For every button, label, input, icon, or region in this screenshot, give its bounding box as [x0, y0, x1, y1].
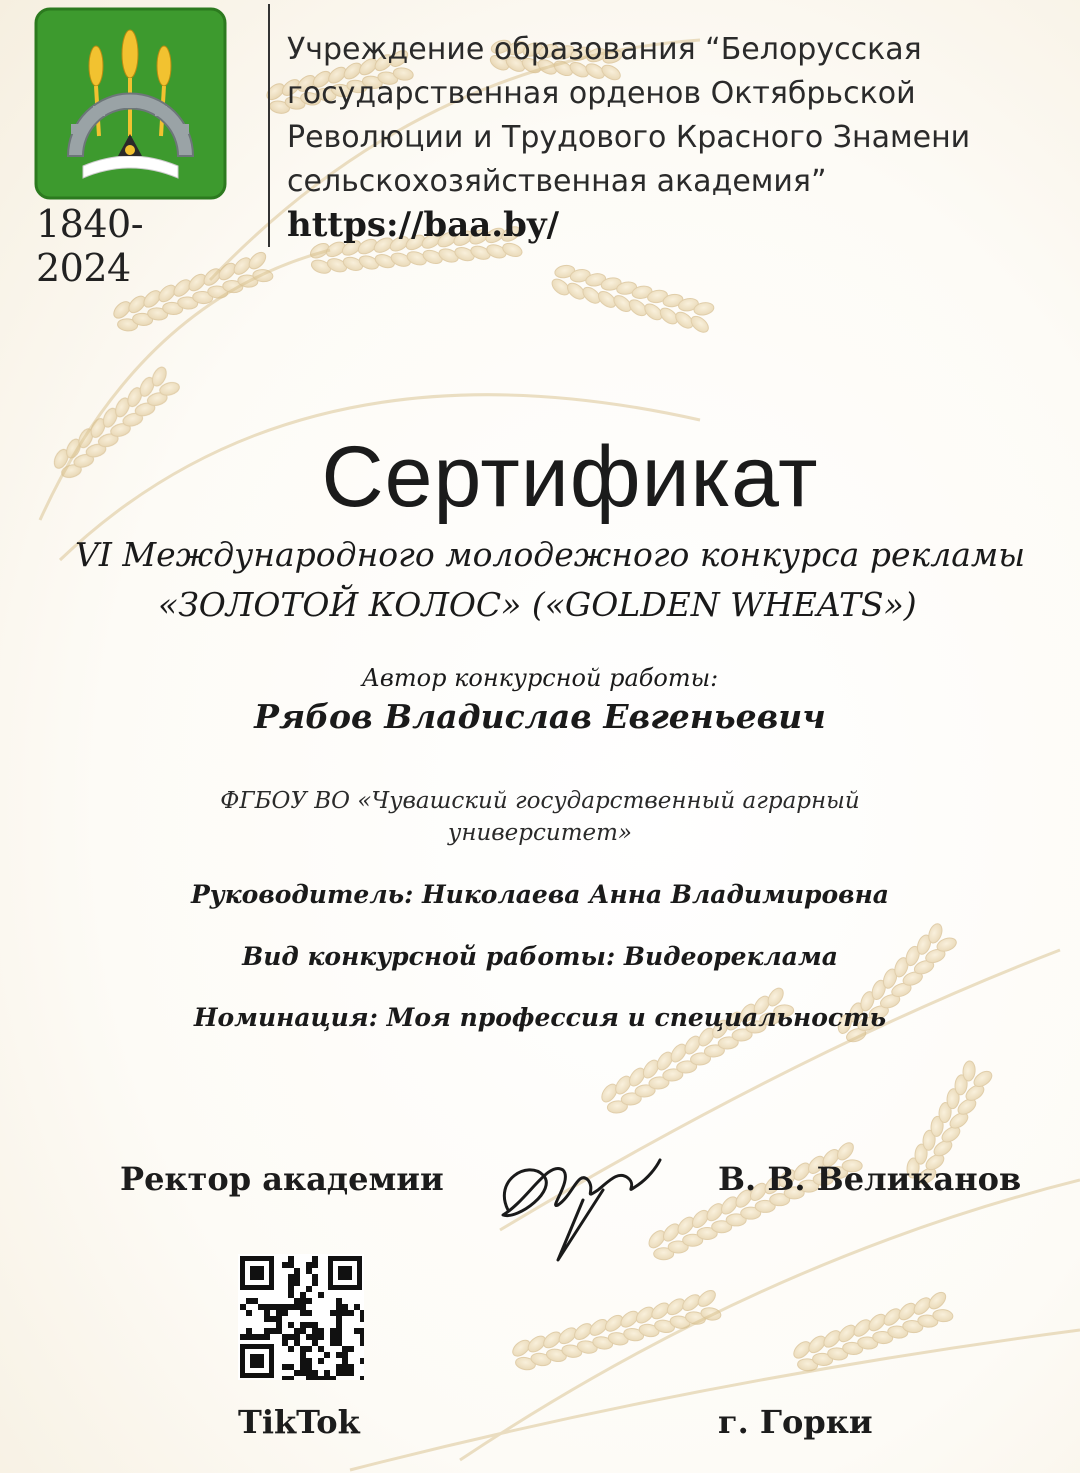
rector-name: В. В. Великанов — [718, 1160, 1022, 1198]
qr-code-icon[interactable] — [238, 1254, 364, 1380]
leader-line: Руководитель: Николаева Анна Владимировна — [190, 880, 890, 909]
header-divider — [268, 4, 270, 247]
org-line-2: государственная орденов Октябрьской — [287, 76, 916, 111]
org-line-4: сельскохозяйственная академия” — [287, 164, 827, 199]
contest-line-1: VI Международного молодежного конкурса рекламы — [75, 535, 1026, 574]
city-label: г. Горки — [718, 1403, 873, 1441]
rector-label: Ректор академии — [120, 1160, 444, 1198]
org-line-3: Революции и Трудового Красного Знамени — [287, 120, 971, 155]
wheat-gear-emblem-icon — [33, 6, 228, 201]
nomination-line: Номинация: Моя профессия и специальность — [193, 1003, 887, 1032]
years-label: 1840-2024 — [36, 202, 144, 290]
signature-image — [488, 1140, 668, 1270]
university-name: ФГБОУ ВО «Чувашский государственный аграрный университет» — [220, 788, 860, 846]
certificate-title: Сертификат — [321, 429, 819, 525]
tiktok-label: TikTok — [238, 1403, 360, 1441]
author-name: Рябов Владислав Евгеньевич — [254, 697, 826, 736]
work-type-line: Вид конкурсной работы: Видеореклама — [242, 942, 838, 971]
organization-name — [287, 28, 1047, 204]
website-link[interactable]: https://baa.by/ — [287, 205, 560, 245]
org-line-1: Учреждение образования “Белорусская — [287, 32, 922, 67]
author-label: Автор конкурсной работы: — [361, 664, 719, 692]
contest-line-2: «ЗОЛОТОЙ КОЛОС» («GOLDEN WHEATS») — [158, 585, 917, 624]
